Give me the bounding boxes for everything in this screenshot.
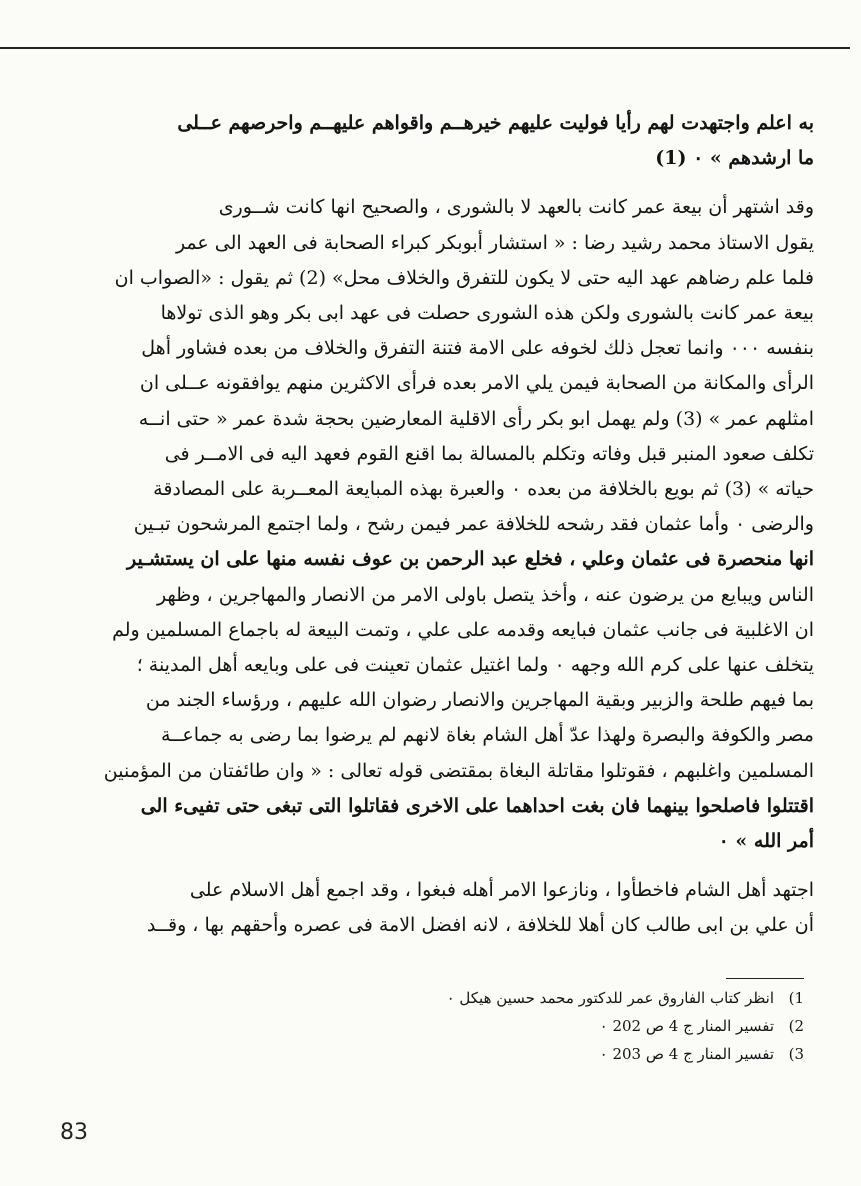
text-line: يتخلف عنها على كرم الله وجهه ٠ ولما اغتيل عثمان تعينت فى على وبايعه أهل المدينة ؛ (136, 654, 814, 677)
text-line: اقتتلوا فاصلحوا بينهما فان بغت احداهما على الاخرى فقاتلوا التى تبغى حتى تفيىء الى (140, 794, 814, 817)
text-line: بيعة عمر كانت بالشورى ولكن هذه الشورى حصلت فى عهد ابى بكر وهو الذى تولاها (160, 302, 814, 325)
text-line: وقد اشتهر أن بيعة عمر كانت بالعهد لا بالشورى ، والصحيح انها كانت شــورى (218, 196, 814, 219)
text-line: المسلمين واغلبهم ، فقوتلوا مقاتلة البغاة بمقتضى قوله تعالى : « وان طائفتان من المؤمنين (103, 759, 814, 782)
footnotes (300, 984, 804, 1068)
page-number: 83 (60, 1120, 88, 1145)
text-line: امثلهم عمر » (3) ولم يهمل ابو بكر رأى الاقلية المعارضين بحجة شدة عمر « حتى انــه (138, 407, 814, 430)
text-line: به اعلم واجتهدت لهم رأيا فوليت عليهم خيرهــم واقواهم عليهــم واحرصهم عــلى (177, 112, 814, 134)
text-line: أمر الله » ٠ (718, 830, 814, 853)
text-line: تكلف صعود المنبر قبل وفاته وتكلم بالمسالة بما اقنع القوم فعهد اليه فى الامــر فى (164, 442, 814, 465)
text-line: والرضى ٠ وأما عثمان فقد رشحه للخلافة عمر فيمن رشح ، ولما اجتمع المرشحون تبـين (133, 513, 814, 536)
text-line: يقول الاستاذ محمد رشيد رضا : « استشار أبوبكر كبراء الصحابة فى العهد الى عمر (175, 231, 814, 254)
footnote (300, 1040, 804, 1068)
text-line: اجتهد أهل الشام فاخطأوا ، ونازعوا الامر أهله فبغوا ، وقد اجمع أهل الاسلام على (189, 879, 814, 902)
footnote-text: انظر كتاب الفاروق عمر للدكتور محمد حسين هيكل ٠ (446, 989, 774, 1007)
footnote (300, 1012, 804, 1040)
footnote-separator (726, 978, 804, 979)
text-line: فلما علم رضاهم عهد اليه حتى لا يكون للتفرق والخلاف محل» (2) ثم يقول : «الصواب ان (114, 266, 814, 289)
text-line: انها منحصرة فى عثمان وعلي ، فخلع عبد الرحمن بن عوف نفسه منها على ان يستشـير (127, 548, 814, 571)
footnote-mark: 3) (788, 1045, 804, 1063)
text-line: ما ارشدهم » ٠ (1) (655, 147, 814, 170)
text-line: حياته » (3) ثم بويع بالخلافة من بعده ٠ والعبرة بهذه المبايعة المعــربة على المصادقة (153, 478, 814, 501)
footnote-text: تفسير المنار ج 4 ص 203 ٠ (599, 1045, 774, 1063)
header-rule (0, 47, 850, 49)
footnote-mark: 1) (788, 989, 804, 1007)
text-line: أن علي بن ابى طالب كان أهلا للخلافة ، لانه افضل الامة فى عصره وأحقهم بها ، وقــد (146, 914, 814, 937)
text-line: بنفسه ٠٠٠ وانما تعجل ذلك لخوفه على الامة فتنة التفرق والخلاف من بعده فشاور أهل (141, 337, 814, 360)
footnote (300, 984, 804, 1012)
body-text (100, 106, 814, 944)
footnote-mark: 2) (788, 1017, 804, 1035)
text-line: الرأى والمكانة من الصحابة فيمن يلي الامر بعده فرأى الاكثرين منهم يوافقونه عــلى ان (139, 372, 814, 395)
text-line: ان الاغلبية فى جانب عثمان فبايعه وقدمه على علي ، وتمت البيعة له باجماع المسلمين ولم (112, 618, 814, 641)
text-line: بما فيهم طلحة والزبير وبقية المهاجرين والانصار رضوان الله عليهم ، ورؤساء الجند من (145, 689, 814, 712)
footnote-text: تفسير المنار ج 4 ص 202 ٠ (599, 1017, 774, 1035)
text-line: الناس ويبايع من يرضون عنه ، وأخذ يتصل باولى الامر من الانصار والمهاجرين ، وظهر (156, 583, 814, 606)
text-line: مصر والكوفة والبصرة ولهذا عدّ أهل الشام بغاة لانهم لم يرضوا بما رضى به جماعــة (161, 724, 814, 747)
